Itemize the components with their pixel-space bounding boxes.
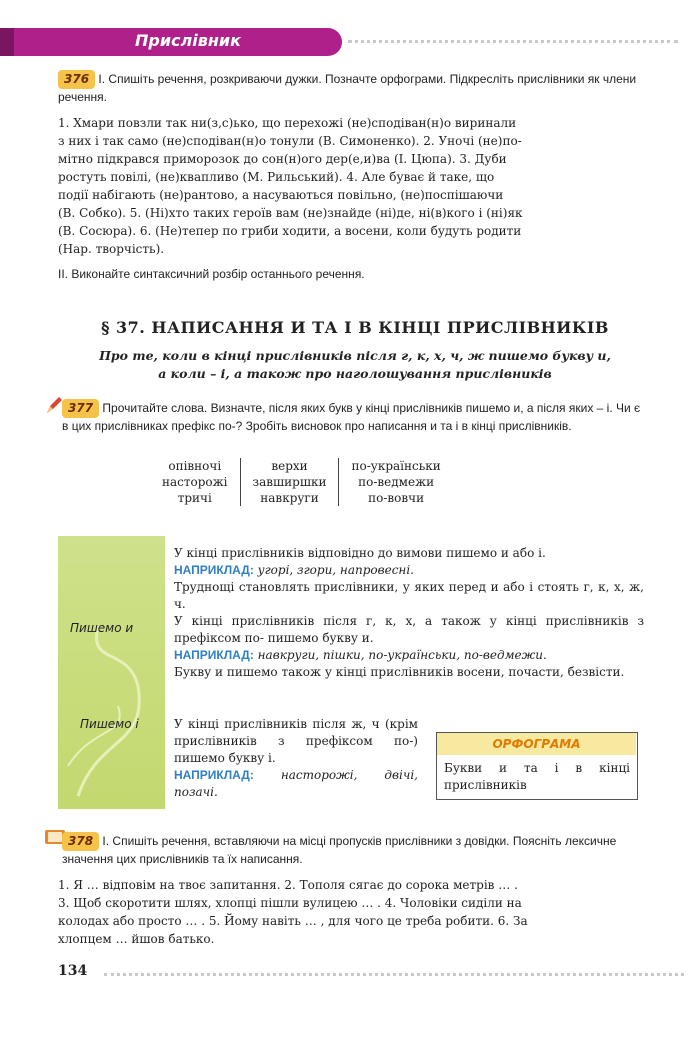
text-line: (В. Сосюра). 6. (Не)тепер по гриби ходити, а восени, коли будуть родити	[58, 224, 522, 238]
word: завширшки	[240, 474, 339, 490]
word: верхи	[240, 458, 339, 474]
task-377-instruction: 377 Прочитайте слова. Визначте, після яких букв у кінці прислівників пишемо и, а після яких – і. Чи є в цих прислівниках префікс по-? Зробіть висновок про написання и та і в кінці прислівників.	[62, 401, 641, 433]
task-376-instruction: 376 І. Спишіть речення, розкриваючи дужки. Позначте орфограми. Підкресліть прислівники як члени речення.	[58, 72, 637, 104]
page-header-title: Прислівник	[135, 31, 241, 50]
label-write-i: Пишемо і	[80, 717, 139, 731]
text-line: події набігають (не)рантово, а насуваються повільно, (не)поспішаючи	[58, 188, 504, 202]
word-table	[150, 458, 453, 506]
word: опівночі	[168, 459, 222, 473]
text-line: 3. Щоб скоротити шлях, хлопці пішли вулицею … . 4. Чоловіки сиділи на	[58, 896, 522, 910]
page-number: 134	[58, 963, 88, 979]
section-title: § 37. НАПИСАННЯ И ТА І В КІНЦІ ПРИСЛІВНИКІВ	[101, 318, 609, 337]
text-line: (Нар. творчість).	[58, 242, 165, 256]
text-line: 1. Я … відповім на твоє запитання. 2. Тополя сягає до сорока метрів … .	[58, 878, 518, 892]
label-write-y: Пишемо и	[70, 621, 134, 635]
word: по-українськи	[351, 459, 441, 473]
text-line: з них і так само (не)сподіван(н)о тонули (В. Симоненко). 2. Уночі (не)по-	[58, 134, 522, 148]
rule-text: У кінці прислівників відповідно до вимови пишемо и або і. НАПРИКЛАД: угорі, згори, напровесні. Труднощі становлять прислівники, у яких перед и або і стоять г, к, х, ж, ч. У кінці прислівників після г, к, х, а також у кінці прислівників з префіксом по- пишемо букву и. НАПРИКЛАД: навкруги, пішки, по-українськи, по-ведмежи. Букву и пишемо також у кінці прислівників восени, почасти, безвісти.	[174, 546, 644, 679]
task-378-instruction: 378 І. Спишіть речення, вставляючи на місці пропусків прислівники з довідки. Поясніть лексичне значення цих прислівників та їх написання.	[62, 834, 617, 866]
header-accent	[0, 28, 14, 56]
text-line: колодах або просто … . 5. Йому навіть … , для чого це треба робити. 6. За	[58, 914, 528, 928]
orthogram-text: Букви и та і в кінці прислівників	[444, 761, 630, 792]
footer-dotted-rule	[104, 973, 684, 976]
task-number-badge: 376	[58, 70, 95, 89]
word: насторожі	[162, 475, 228, 489]
rule-sidebar	[58, 536, 165, 809]
task-number-badge: 378	[62, 832, 99, 851]
word: тричі	[177, 491, 212, 505]
section-subtitle: Про те, коли в кінці прислівників після г, к, х, ч, ж пишемо букву и, а коли – і, а також про наголошування прислівників	[99, 348, 611, 381]
header-dotted-rule	[348, 40, 678, 43]
text-line: хлопцем … йшов батько.	[58, 932, 215, 946]
word: по-ведмежи	[358, 475, 435, 489]
task-378-text	[58, 876, 648, 948]
text-line: мітно підкрався приморозок до сон(н)ого дер(е,и)ва (І. Цюпа). 3. Дуби	[58, 152, 507, 166]
text-line: (В. Собко). 5. (Ні)хто таких героїв вам (не)знайде (ні)де, ні(в)кого і (ні)як	[58, 206, 523, 220]
orthogram-title: ОРФОГРАМА	[437, 733, 636, 755]
word: по-вовчи	[368, 491, 425, 505]
task-376-part2: ІІ. Виконайте синтаксичний розбір останнього речення.	[58, 267, 365, 281]
rule-text-i: У кінці прислівників після ж, ч (крім прислівників з префіксом по-) пишемо букву і. НАПРИКЛАД: насторожі, двічі, позачі.	[174, 717, 418, 799]
pencil-icon	[44, 394, 64, 420]
word: навкруги	[240, 490, 339, 506]
swirl-decoration-icon	[58, 536, 165, 809]
task-376-text	[58, 114, 648, 258]
task-number-badge: 377	[62, 399, 99, 418]
text-line: ростуть повілі, (не)квапливо (М. Рильський). 4. Але буває й таке, що	[58, 170, 495, 184]
text-line: 1. Хмари повзли так ни(з,с)ько, що перехожі (не)сподіван(н)о виринали	[58, 116, 517, 130]
